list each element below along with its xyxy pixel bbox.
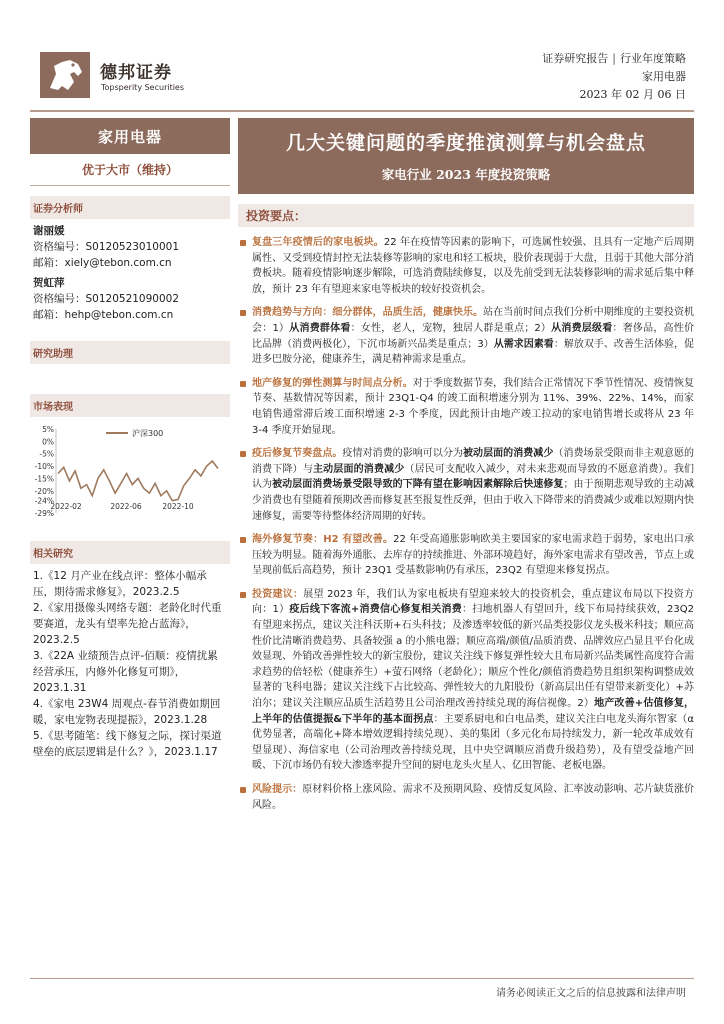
point-text: 展望 2023 年，我们认为家电板块有望迎来较大的投资机会，重点建议布局以下投资方向：1） (252, 588, 695, 616)
key-point-overseas (238, 532, 694, 579)
related-research-item[interactable]: 4.《家电 23W4 周观点-春节消费如期回暖，家电宠物表现提振》，2023.1.28 (33, 698, 221, 726)
analyst-cert: 资格编号：S0120521090002 (33, 293, 180, 305)
legend-label: 沪深300 (132, 429, 164, 438)
meta-separator: | (612, 52, 616, 65)
market-chart (30, 417, 230, 527)
y-tick-label: -15% (34, 474, 54, 484)
header-divider (30, 110, 694, 112)
related-research-item[interactable]: 1.《12 月产业在线点评：整体小幅承压，期待需求修复》，2023.2.5 (33, 570, 207, 598)
point-lead: 消费趋势与方向：细分群体，品质生活，健康快乐。 (252, 307, 484, 319)
point-bold: 从消费层级看 (551, 322, 613, 334)
analyst-2 (30, 271, 230, 323)
analysts-heading: 证券分析师 (30, 196, 230, 219)
footer-disclaimer: 请务必阅读正文之后的信息披露和法律声明 (496, 988, 686, 999)
y-tick-label: -24% (34, 496, 54, 506)
point-text: 站在当前时间点我们分析中期维度的主要投资机会：1） (252, 307, 695, 334)
point-bold: 被动层面的消费减少 (462, 448, 554, 460)
point-lead: 风险提示： (252, 784, 303, 795)
point-text: ：奢侈品，高性价比品牌（消费两极化），下沉市场新兴品类是重点；3） (252, 322, 694, 350)
report-subtitle: 家电行业 2023 年度投资策略 (381, 167, 551, 182)
related-research-item[interactable]: 5.《思考随笔：线下修复之际，探讨渠道壁垒的底层逻辑是什么？》，2023.1.17 (33, 730, 222, 758)
point-text: 疫情对消费的影响可以分为 (342, 448, 463, 460)
analyst-name: 贺虹萍 (33, 277, 65, 289)
report-title: 几大关键问题的季度推演测算与机会盘点 (285, 132, 646, 154)
y-tick-label: -10% (34, 462, 54, 472)
y-tick-label: -5% (39, 449, 54, 459)
point-text: ：扫地机器人有望回升，线下布局持续获效，23Q2 有望迎来拐点，建议关注科沃斯+石头科技；及渗透率较低的新兴品类投影仪龙头极米科技；顺应高性价比清晰消费趋势、具备较强 a 的小熊电器；顺应高端/颜值/品质消费、品牌效应凸显且平台化成效显现、外销改善弹性较大的新宝股份，建议关注线下修复弹性较大且布局新兴品类属性高度符合需求趋势的倍轻松（健康养生）+萤石网络（老龄化）；顺应个性化/颜值消费趋势且组织架构调整成效显著的飞科电器；建议关注线下占比较高、弹性较大的九阳股份（新高层出任有望带来新变化）+苏泊尔；建议关注顺应品质生活趋势且公司治理改善持续兑现的海信视像。2） (252, 604, 694, 710)
y-tick-label: -29% (34, 509, 54, 518)
point-text: ：主要系厨电和白电品类，建议关注白电龙头海尔智家（α优势显著，高端化+降本增效逻辑持续兑现）、美的集团（多元化布局持续发力，新一轮改革成效有望显现）、海信家电（公司治理改善持续兑现，且中央空调顺应消费升级趋势），及有望受益地产回暖、下沉市场仍有较大渗透率提升空间的厨电龙头火星人、亿田智能、老板电器。 (252, 713, 694, 772)
rating: 优于大市（维持） (30, 154, 230, 186)
key-point-property (238, 376, 694, 438)
key-points-heading: 投资要点： (238, 204, 694, 227)
x-tick-label: 2022-10 (162, 502, 194, 511)
related-research-list (30, 564, 230, 760)
market-heading: 市场表现 (30, 394, 230, 417)
y-tick-label: -20% (34, 486, 54, 496)
report-date: 2023 年 02 月 06 日 (579, 88, 686, 101)
point-text: （居民可支配收入减少，对未来悲观而导致的不愿意消费）。我们认为 (252, 463, 695, 491)
market-chart-svg (30, 417, 230, 527)
report-meta (542, 50, 686, 104)
point-lead: 疫后修复节奏盘点。 (252, 448, 343, 460)
related-research-item[interactable]: 3.《22A 业绩预告点评-佰顺：疫情扰累经营承压，内修外化修复可期》，2023.1.31 (33, 650, 218, 694)
footer-divider (30, 978, 694, 979)
point-bold: 从需求因素看 (493, 338, 554, 350)
point-lead: 海外修复节奏：H2 有望改善。 (252, 534, 394, 546)
horse-logo-icon (40, 52, 90, 98)
point-bold: 主动层面的消费减少 (312, 463, 405, 475)
point-text: ；由于预期悲观导致的主动减少消费也有望随着预期改善而修复甚至报复性反弹，但由于收入下降带来的消费减少或难以短期内快速修复，需要等待整体经济周期的好转。 (252, 479, 695, 522)
key-point-investment (238, 587, 694, 774)
sector-band: 家用电器 (30, 118, 230, 154)
point-bold: 从消费群体看 (289, 322, 351, 334)
report-industry: 家用电器 (642, 70, 686, 83)
point-lead: 地产修复的弹性测算与时间点分析。 (252, 377, 413, 389)
key-point-risk (238, 782, 694, 813)
point-lead: 复盘三年疫情后的家电板块。 (252, 237, 384, 248)
point-bold: 被动层面消费场景受限导致的下降有望在影响因素解除后快速修复 (272, 479, 564, 491)
point-text: 22 年在疫情等因素的影响下，可选属性较强、且具有一定地产后周期属性、又受到疫情封控无法装修等影响的家电和轻工板块，股价表现弱于大盘，且弱于其他大部分消费板块。随着疫情影响逐步解除，可选消费陆续修复，以及先前受到无法装修影响的需求延后集中释放，预计 23 年有望迎来家电等板块的较好投资机会。 (252, 237, 695, 295)
y-tick-label: 5% (42, 425, 54, 434)
report-kind: 行业年度策略 (620, 52, 686, 65)
analyst-cert: 资格编号：S0120523010001 (33, 241, 180, 253)
company-name-en: Topsperity Securities (101, 83, 185, 92)
x-tick-label: 2022-02 (50, 502, 82, 511)
point-lead: 投资建议： (252, 588, 304, 600)
point-text: 原材料价格上涨风险、需求不及预期风险、疫情反复风险、汇率波动影响、芯片缺货涨价风险。 (252, 784, 695, 811)
assistant-heading: 研究助理 (30, 341, 230, 364)
analyst-name: 谢丽媛 (33, 225, 65, 237)
point-text: ：女性，老人，宠物，独居人群是重点；2） (350, 322, 552, 334)
key-point-review (238, 235, 694, 297)
title-band (238, 118, 694, 194)
company-logo (40, 52, 200, 102)
series-line-hs300 (58, 461, 218, 501)
sidebar (30, 118, 230, 760)
analyst-email[interactable]: 邮箱：hehp@tebon.com.cn (33, 309, 174, 321)
point-bold: 疫后线下客流+消费信心修复相关消费 (289, 604, 463, 616)
point-text: （消费场景受限而非主观意愿的消费下降）与 (252, 448, 695, 475)
x-tick-label: 2022-06 (110, 502, 142, 511)
analyst-1 (30, 219, 230, 271)
point-bold: 地产改善+估值修复，上半年的估值提振&下半年的基本面拐点 (252, 698, 694, 725)
key-point-consumption-trend (238, 305, 694, 367)
main-content (238, 118, 694, 813)
key-point-recovery (238, 446, 694, 524)
related-heading: 相关研究 (30, 541, 230, 564)
point-text: ：解放双手、改善生活体验，促进多巴胺分泌，健康养生，满足精神需求是重点。 (252, 338, 695, 366)
related-research-item[interactable]: 2.《家用摄像头网络专题：老龄化时代重要赛道，龙头有望率先抢占蓝海》，2023.2.5 (33, 602, 222, 646)
company-name-cn: 德邦证券 (100, 63, 172, 83)
report-type: 证券研究报告 (542, 52, 609, 65)
y-tick-label: 0% (42, 437, 54, 447)
point-text: 对于季度数据节奏，我们结合正常情况下季节性情况、疫情恢复节奏、基数情况等因素，预计 23Q1-Q4 的竣工面积增速分别为 11%、39%、22%、14%，而家电销售通常滞后竣工面积增速 2-3 个季度，因此预计由地产竣工拉动的家电销售增长或将从 23 年 3-4 季度开始显现。 (252, 377, 695, 436)
analyst-email[interactable]: 邮箱：xiely@tebon.com.cn (33, 257, 172, 269)
point-text: 22 年受高通胀影响欧美主要国家的家电需求趋于弱势，家电出口承压较为明显。随着海外通胀、去库存的持续推进、外部环境趋好，海外家电需求有望改善，节点上或呈现前低后高趋势，预计 23Q1 受基数影响仍有承压，23Q2 有望迎来修复拐点。 (252, 534, 695, 577)
